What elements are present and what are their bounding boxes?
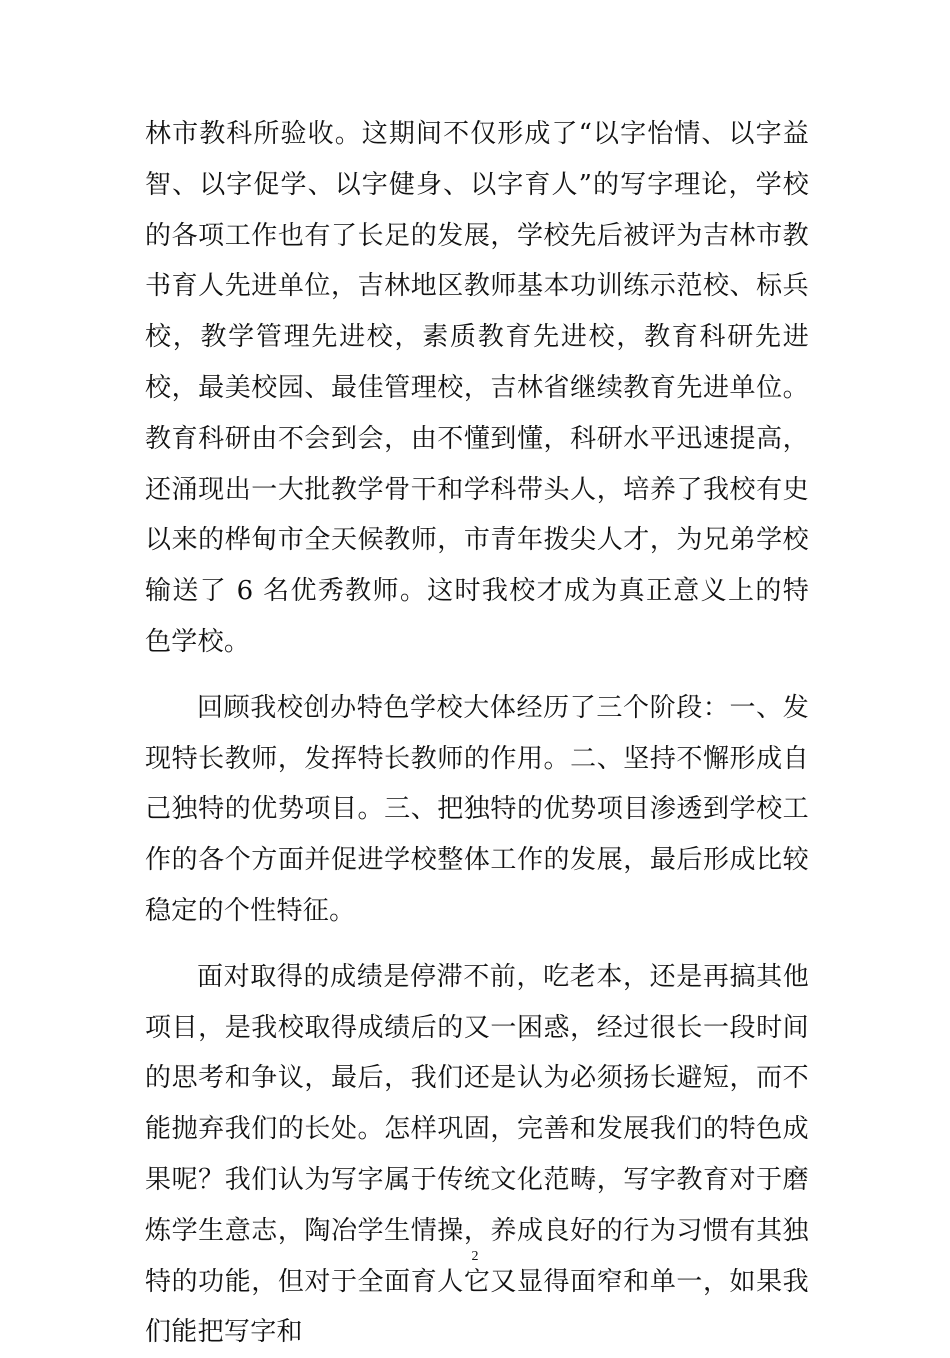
- paragraph-continuation: 林市教科所验收。这期间不仅形成了“以字怡情、以字益智、以字促学、以字健身、以字育人”的写字理论，学校的各项工作也有了长足的发展，学校先后被评为吉林市教书育人先进单位，吉林地区教师基本功训练示范校、标兵校，教学管理先进校，素质教育先进校，教育科研先进校，最美校园、最佳管理校，吉林省继续教育先进单位。教育科研由不会到会，由不懂到懂，科研水平迅速提高，还涌现出一大批教学骨干和学科带头人，培养了我校有史以来的桦甸市全天候教师，市青年拨尖人才，为兄弟学校输送了 6 名优秀教师。这时我校才成为真正意义上的特色学校。: [145, 119, 809, 657]
- page-number: 2: [471, 1249, 479, 1264]
- paragraph-facing-achievements: 面对取得的成绩是停滞不前，吃老本，还是再搞其他项目，是我校取得成绩后的又一困惑，经过很长一段时间的思考和争议，最后，我们还是认为必须扬长避短，而不能抛弃我们的长处。怎样巩固，完善和发展我们的特色成果呢？我们认为写字属于传统文化范畴，写字教育对于磨炼学生意志，陶冶学生情操，养成良好的行为习惯有其独特的功能，但对于全面育人它又显得面窄和单一，如果我们能把写字和: [145, 961, 809, 1348]
- document-body: [145, 109, 809, 1358]
- paragraph-review-stages: 回顾我校创办特色学校大体经历了三个阶段：一、发现特长教师，发挥特长教师的作用。二、坚持不懈形成自己独特的优势项目。三、把独特的优势项目渗透到学校工作的各个方面并促进学校整体工作的发展，最后形成比较稳定的个性特征。: [145, 692, 809, 926]
